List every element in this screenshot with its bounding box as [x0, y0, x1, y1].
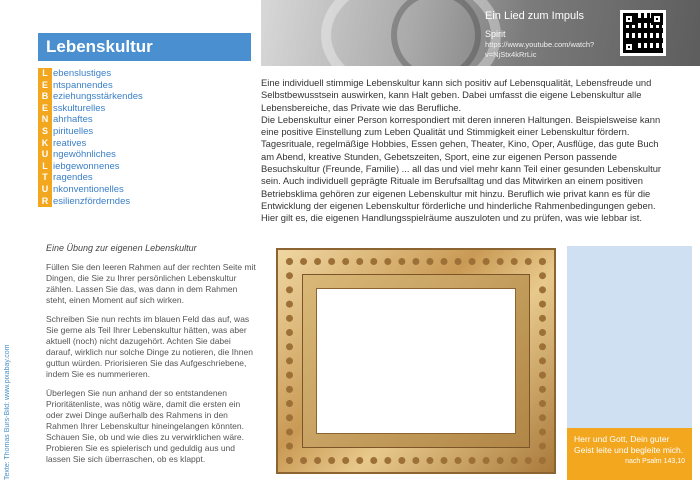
- verse-reference: nach Psalm 143,10: [625, 458, 685, 465]
- acrostic-letter: T: [38, 172, 52, 184]
- verse-box: [567, 428, 692, 480]
- main-body-text: [261, 77, 669, 225]
- acrostic-letter: S: [38, 126, 52, 138]
- acrostic-letter: L: [38, 68, 52, 80]
- acrostic-row: [38, 138, 253, 150]
- acrostic-list: [38, 68, 253, 207]
- acrostic-word: ntspannendes: [53, 79, 113, 91]
- qr-corner: [623, 13, 635, 25]
- acrostic-row: [38, 196, 253, 208]
- page-title: Lebenskultur: [38, 33, 251, 61]
- acrostic-word: nkonventionelles: [53, 183, 124, 195]
- exercise-section: [46, 243, 256, 473]
- acrostic-letter: E: [38, 103, 52, 115]
- wish-note-field[interactable]: [567, 246, 692, 428]
- acrostic-word: ragendes: [53, 172, 93, 184]
- acrostic-row: [38, 91, 253, 103]
- song-link[interactable]: https://www.youtube.com/watch?v=NjStx4kRrLic: [485, 40, 595, 59]
- acrostic-letter: B: [38, 91, 52, 103]
- acrostic-word: iebgewonnenes: [53, 160, 120, 172]
- verse-text: Herr und Gott, Dein guter Geist leite und begleite mich.: [574, 434, 684, 455]
- acrostic-word: esilienzförderndes: [53, 195, 131, 207]
- acrostic-row: [38, 103, 253, 115]
- acrostic-word: ahrhaftes: [53, 114, 93, 126]
- acrostic-word: ngewöhnliches: [53, 149, 116, 161]
- acrostic-row: [38, 184, 253, 196]
- song-impuls-title: Ein Lied zum Impuls: [485, 10, 585, 22]
- acrostic-letter: E: [38, 80, 52, 92]
- exercise-paragraph: Füllen Sie den leeren Rahmen auf der rechten Seite mit Dingen, die Sie zu Ihrer persönlichen Lebenskultur zählen. Lassen Sie das, was dann in dem Rahmen steht, einen Moment auf sich wirken.: [46, 262, 256, 305]
- acrostic-row: [38, 126, 253, 138]
- qr-corner: [623, 41, 635, 53]
- acrostic-word: pirituelles: [53, 125, 94, 137]
- music-swirl-decoration: [391, 0, 481, 66]
- acrostic-word: ebenslustiges: [53, 68, 112, 79]
- acrostic-letter: U: [38, 149, 52, 161]
- acrostic-letter: N: [38, 114, 52, 126]
- acrostic-word: reatives: [53, 137, 87, 149]
- acrostic-row: [38, 161, 253, 173]
- qr-corner: [651, 13, 663, 25]
- acrostic-row: [38, 114, 253, 126]
- picture-frame-image: [276, 248, 556, 474]
- exercise-paragraph: Überlegen Sie nun anhand der so entstandenen Prioritätenliste, was nötig wäre, damit die ersten ein oder zwei Dinge außerhalb des Rahmens in den Rahmen Ihrer Lebenskultur hineingelangen könnten. Schauen Sie, ob und wie dies zu verwirklichen wäre. Probieren Sie es spielerisch und geduldig aus und lassen Sie sich überraschen, ob es klappt.: [46, 388, 244, 464]
- exercise-heading: Eine Übung zur eigenen Lebenskultur: [46, 243, 197, 253]
- song-name: Spirit: [485, 29, 506, 39]
- acrostic-letter: U: [38, 184, 52, 196]
- exercise-paragraph: Schreiben Sie nun rechts im blauen Feld das auf, was Sie gerne als Teil Ihrer Lebenskultur hätten, was aber aktuell (noch) nicht dazugehört. Achten Sie dabei darauf, wirklich nur solche Dinge zu notieren, die Ihnen guttun würden. Priorisieren Sie das Aufgeschriebene, indem Sie es nummerieren.: [46, 314, 253, 379]
- empty-frame-canvas[interactable]: [316, 288, 516, 434]
- acrostic-word: sskulturelles: [53, 102, 106, 114]
- acrostic-word: eziehungsstärkendes: [53, 91, 143, 103]
- credit-text: Texte: Thomas Burs-Bild: www.pixabay.com: [4, 344, 11, 480]
- acrostic-letter: L: [38, 161, 52, 173]
- acrostic-row: [38, 172, 253, 184]
- qr-code-icon[interactable]: [620, 10, 666, 56]
- acrostic-row: [38, 149, 253, 161]
- acrostic-letter: R: [38, 196, 52, 208]
- acrostic-row: [38, 68, 253, 80]
- main-paragraph: Eine individuell stimmige Lebenskultur kann sich positiv auf Lebensqualität, Lebensfreude und Selbstbewusstsein auswirken, kann Halt geben. Dabei umfasst die eigene Lebenskultur alle Lebensbereiche, das Private wie das Berufliche. Die Lebenskultur einer Person korrespondiert mit deren inneren Haltungen. Beispielsweise kann eine positive Einstellung zum Leben Qualität und Stimmigkeit einer Lebenskultur fördern. Tagesrituale, regelmäßige Hobbies, Essen gehen, Theater, Kino, Oper, Ausflüge, das gute Buch am Abend, kreative Stunden, Gebetszeiten, Sport, eine zur eigenen Person passende Besuchskultur (Freunde, Familie) ... all das und viel mehr kann Teil einer gesunden Lebenskultur sein. Auch individuell geprägte Rituale im Berufsalltag und das Mitwirken an einem positiven Betriebsklima gehören zur eigenen Lebenskultur mit hinzu. Beruflich wie privat kann es für die Entwicklung der eigenen Lebenskultur förderliche und hinderliche Rahmenbedingungen geben. Hier gilt es, die eigenen Handlungsspielräume auszuloten und zu prüfen, was wie lebbar ist.: [261, 77, 662, 224]
- acrostic-letter: K: [38, 138, 52, 150]
- acrostic-row: [38, 80, 253, 92]
